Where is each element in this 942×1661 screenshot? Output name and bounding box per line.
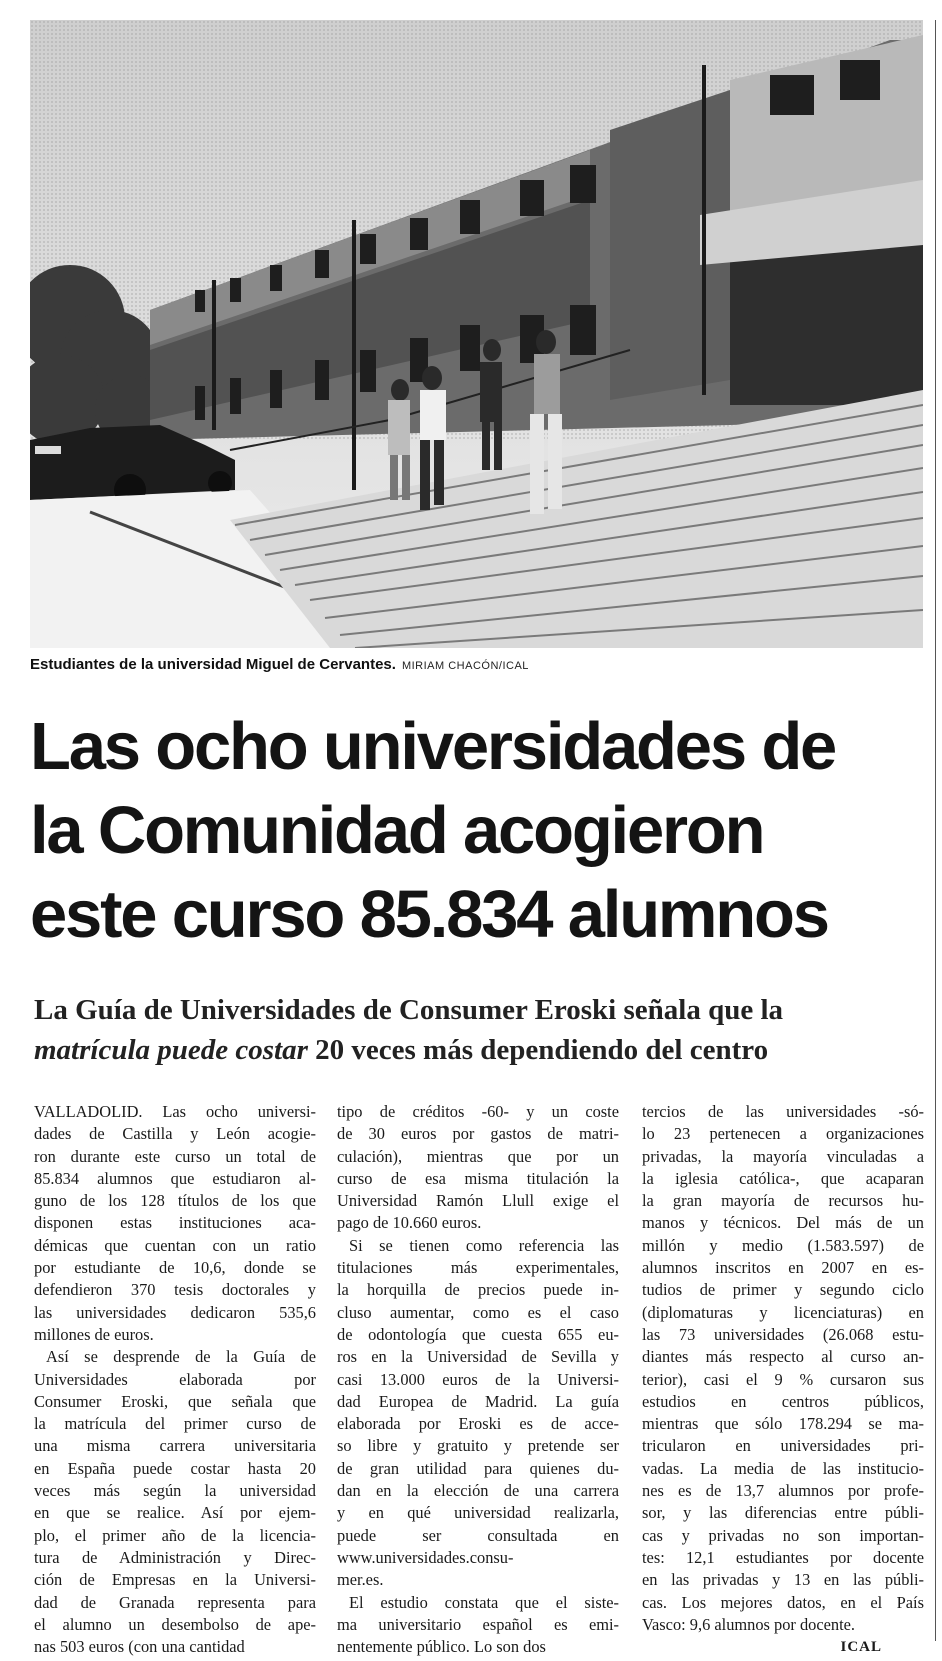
- body-line: manos y técnicos. Del más de un: [642, 1213, 924, 1233]
- body-line: Consumer Eroski, que señala que: [34, 1391, 316, 1411]
- body-column-2: [337, 1101, 619, 1658]
- body-line: ma universitario español es emi-: [337, 1614, 619, 1634]
- body-line: y en qué universidad realizarla,: [337, 1503, 619, 1523]
- body-line: en España puede costar hasta 20: [34, 1458, 316, 1478]
- body-line: casi 13.000 euros de la Universi-: [337, 1369, 619, 1389]
- body-line: plo, el primer año de la licencia-: [34, 1525, 316, 1545]
- body-line: Si se tienen como referencia las: [349, 1235, 619, 1255]
- body-line: de 30 euros por gastos de matri-: [337, 1124, 619, 1144]
- body-column-1: [34, 1101, 316, 1658]
- body-line: dades de Castilla y León acogie-: [34, 1124, 316, 1144]
- body-line: elaborada por Eroski es de acce-: [337, 1414, 619, 1434]
- body-line: las 73 universidades (26.068 estu-: [642, 1324, 924, 1344]
- body-line: nes es de 13,7 alumnos por profe-: [642, 1481, 924, 1501]
- body-line: la iglesia católica-, que acaparan: [642, 1168, 924, 1188]
- body-line: millones de euros.: [34, 1324, 154, 1344]
- body-line: de gran utilidad para quienes du-: [337, 1458, 619, 1478]
- body-line: tura de Administración y Direc-: [34, 1547, 316, 1567]
- column-divider: [935, 20, 936, 1641]
- body-line: Universidad Ramón Llull exige el: [337, 1191, 619, 1211]
- body-line: (diplomaturas y licenciaturas) en: [642, 1302, 924, 1322]
- article-body: [0, 1101, 942, 1657]
- body-line: tes: 12,1 estudiantes por docente: [642, 1547, 924, 1567]
- headline-line: la Comunidad acogieron: [30, 793, 764, 868]
- body-line: sor, y las diferencias entre públi-: [642, 1503, 924, 1523]
- body-line: la matrícula del primer curso de: [34, 1414, 316, 1434]
- body-line: en las privadas y 13 en las públi-: [642, 1570, 924, 1590]
- body-line: la gran mayoría de recursos hu-: [642, 1191, 924, 1211]
- body-line: mer.es.: [337, 1570, 384, 1590]
- body-line: privadas, la mayoría vinculadas a: [642, 1146, 924, 1166]
- subhead-line: [34, 1030, 923, 1070]
- body-line: puede ser consultada en: [337, 1525, 619, 1545]
- headline-line: Las ocho universidades de: [30, 709, 836, 784]
- body-line: guno de los 128 títulos de los que: [34, 1191, 316, 1211]
- body-line: el alumno un desembolso de ape-: [34, 1614, 316, 1634]
- body-line: por estudiante de 10,6, donde se: [34, 1258, 316, 1278]
- body-column-3: [642, 1101, 924, 1658]
- body-line: las universidades dedicaron 535,6: [34, 1302, 316, 1322]
- body-line: alumnos inscritos en 2007 en es-: [642, 1258, 924, 1278]
- body-line: culación), mientras que por un: [337, 1146, 619, 1166]
- body-line: www.universidades.consu-: [337, 1547, 514, 1567]
- body-line: nentemente público. Lo son dos: [337, 1637, 546, 1657]
- article-headline: [30, 705, 923, 957]
- body-line: tipo de créditos -60- y un coste: [337, 1102, 619, 1121]
- author-signature: ICAL: [840, 1639, 882, 1656]
- body-line: pago de 10.660 euros.: [337, 1213, 482, 1233]
- body-line: El estudio constata que el siste-: [349, 1592, 619, 1612]
- headline-line: este curso 85.834 alumnos: [30, 877, 828, 952]
- photo-credit: MIRIAM CHACÓN/ICAL: [401, 660, 529, 672]
- body-line: tercios de las universidades -só-: [642, 1102, 924, 1121]
- body-line: tudios de primer y segundo ciclo: [642, 1280, 924, 1300]
- body-line: Así se desprende de la Guía de: [46, 1347, 316, 1367]
- subhead-italic: matrícula puede costar: [34, 1034, 308, 1066]
- body-line: cluso aumentar, como es el caso: [337, 1302, 619, 1322]
- body-line: 85.834 alumnos que estudiaron al-: [34, 1168, 316, 1188]
- body-line: titulaciones más experimentales,: [337, 1258, 619, 1278]
- body-line: cas. Los mejores datos, en el País: [642, 1592, 924, 1612]
- body-line: una misma carrera universitaria: [34, 1436, 316, 1456]
- body-line: disponen estas instituciones aca-: [34, 1213, 316, 1233]
- body-line: dad Europea de Madrid. La guía: [337, 1391, 619, 1411]
- body-line: VALLADOLID. Las ocho universi-: [34, 1102, 316, 1121]
- university-building-photo: [30, 20, 923, 648]
- body-line: lo 23 pertenecen a organizaciones: [642, 1124, 924, 1144]
- body-line: millón y medio (1.583.597) de: [642, 1235, 924, 1255]
- body-line: démicas que cuentan con un ratio: [34, 1235, 316, 1255]
- body-line: so libre y gratuito y pretende ser: [337, 1436, 619, 1456]
- article-subheadline: [34, 990, 923, 1070]
- body-line: estudios en centros públicos,: [642, 1391, 924, 1411]
- body-line: terior), casi el 9 % cursaron sus: [642, 1369, 924, 1389]
- body-line: la horquilla de precios puede in-: [337, 1280, 619, 1300]
- caption-text: Estudiantes de la universidad Miguel de Cervantes.: [30, 656, 396, 673]
- body-line: veces más según la universidad: [34, 1481, 316, 1501]
- body-line: curso de esa misma titulación la: [337, 1168, 619, 1188]
- body-line: defendieron 370 tesis doctorales y: [34, 1280, 316, 1300]
- body-line: dad de Granada representa para: [34, 1592, 316, 1612]
- photo-caption: [30, 653, 923, 677]
- article-photo: [30, 20, 923, 648]
- body-line: de odontología que cuesta 655 eu-: [337, 1324, 619, 1344]
- body-line: diantes más respecto al curso an-: [642, 1347, 924, 1367]
- body-line: nas 503 euros (con una cantidad: [34, 1637, 245, 1657]
- body-line: dan en la elección de una carrera: [337, 1481, 619, 1501]
- body-line: vadas. La media de las institucio-: [642, 1458, 924, 1478]
- body-line: cas y privadas no son importan-: [642, 1525, 924, 1545]
- subhead-rest: 20 veces más dependiendo del centro: [307, 1034, 769, 1066]
- body-line: mientras que sólo 178.294 se ma-: [642, 1414, 924, 1434]
- body-line: Vasco: 9,6 alumnos por docente.: [642, 1614, 856, 1634]
- body-line: tricularon en universidades pri-: [642, 1436, 924, 1456]
- body-line: Universidades elaborada por: [34, 1369, 316, 1389]
- body-line: ros en la Universidad de Sevilla y: [337, 1347, 619, 1367]
- subhead-line: La Guía de Universidades de Consumer Eroski señala que la: [34, 994, 784, 1026]
- body-line: en que se realice. Así por ejem-: [34, 1503, 316, 1523]
- body-line: ron durante este curso un total de: [34, 1146, 316, 1166]
- body-line: ción de Empresas en la Universi-: [34, 1570, 316, 1590]
